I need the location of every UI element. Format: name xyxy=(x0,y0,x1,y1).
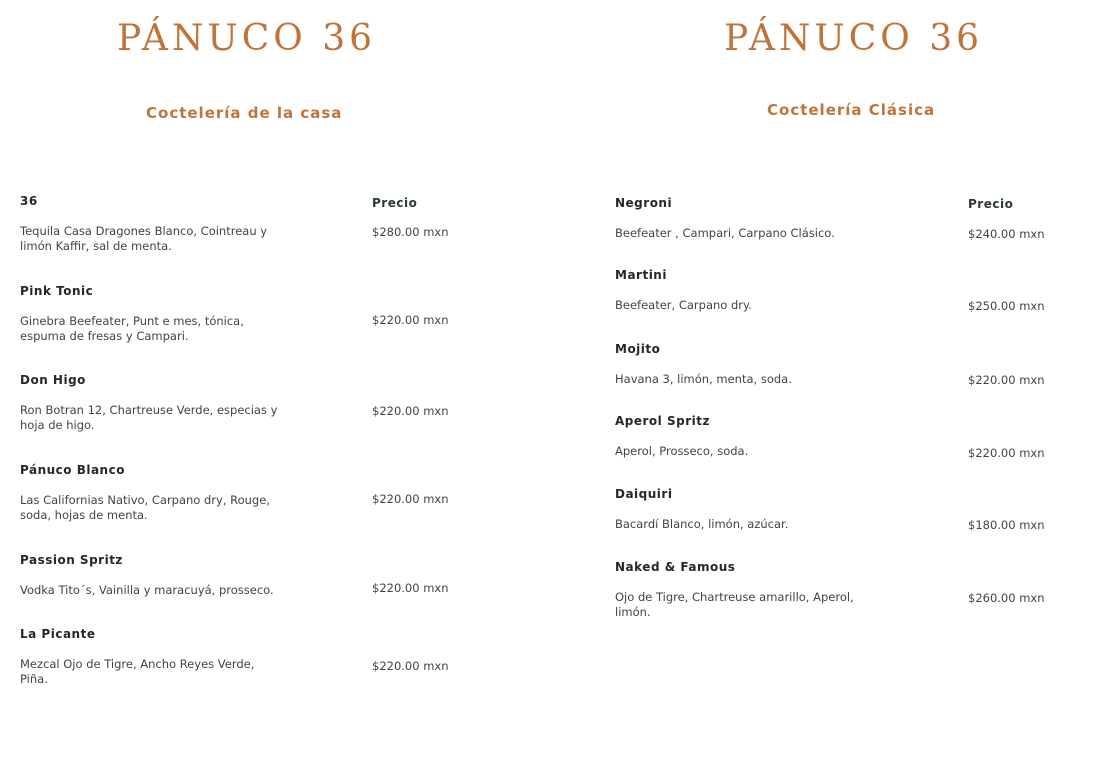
item-description: Ginebra Beefeater, Punt e mes, tónica, espuma de fresas y Campari. xyxy=(20,314,244,343)
item-price: $280.00 mxn xyxy=(372,225,449,239)
item-description: Beefeater, Carpano dry. xyxy=(615,298,752,312)
item-price: $220.00 mxn xyxy=(372,492,449,506)
item-name: 36 xyxy=(20,194,38,208)
item-price: $220.00 mxn xyxy=(372,659,449,673)
item-price: $220.00 mxn xyxy=(372,581,449,595)
item-name: Mojito xyxy=(615,342,661,356)
item-description: Tequila Casa Dragones Blanco, Cointreau y limón Kaffir, sal de menta. xyxy=(20,224,268,253)
price-header: Precio xyxy=(372,196,418,210)
item-price: $250.00 mxn xyxy=(968,299,1045,313)
item-description: Aperol, Prosseco, soda. xyxy=(615,444,749,458)
price-header: Precio xyxy=(968,197,1014,211)
item-name: Passion Spritz xyxy=(20,553,123,567)
item-name: Martini xyxy=(615,268,667,282)
menu-page-right xyxy=(556,0,1112,761)
item-price: $220.00 mxn xyxy=(968,373,1045,387)
item-description: Havana 3, limón, menta, soda. xyxy=(615,372,792,386)
item-price: $220.00 mxn xyxy=(372,313,449,327)
item-price: $240.00 mxn xyxy=(968,227,1045,241)
item-name: Negroni xyxy=(615,196,673,210)
item-description: Ojo de Tigre, Chartreuse amarillo, Aperol, limón. xyxy=(615,590,854,619)
item-price: $220.00 mxn xyxy=(372,404,449,418)
item-name: Don Higo xyxy=(20,373,86,387)
item-price: $220.00 mxn xyxy=(968,446,1045,460)
item-name: Pánuco Blanco xyxy=(20,463,125,477)
item-name: Naked & Famous xyxy=(615,560,736,574)
item-name: Pink Tonic xyxy=(20,284,94,298)
brand-logo: PÁNUCO 36 xyxy=(117,18,377,59)
item-description: Mezcal Ojo de Tigre, Ancho Reyes Verde, Piña. xyxy=(20,657,255,686)
item-price: $260.00 mxn xyxy=(968,591,1045,605)
item-description: Las Californias Nativo, Carpano dry, Rouge, soda, hojas de menta. xyxy=(20,493,270,522)
brand-logo: PÁNUCO 36 xyxy=(724,18,984,59)
section-title: Coctelería de la casa xyxy=(146,104,343,122)
item-description: Vodka Tito´s, Vainilla y maracuyá, prosseco. xyxy=(20,583,274,597)
item-name: Daiquiri xyxy=(615,487,673,501)
item-description: Ron Botran 12, Chartreuse Verde, especias y hoja de higo. xyxy=(20,403,278,432)
item-name: La Picante xyxy=(20,627,96,641)
section-title: Coctelería Clásica xyxy=(767,101,936,119)
item-price: $180.00 mxn xyxy=(968,518,1045,532)
item-description: Bacardí Blanco, limón, azúcar. xyxy=(615,517,789,531)
item-name: Aperol Spritz xyxy=(615,414,710,428)
item-description: Beefeater , Campari, Carpano Clásico. xyxy=(615,226,835,240)
